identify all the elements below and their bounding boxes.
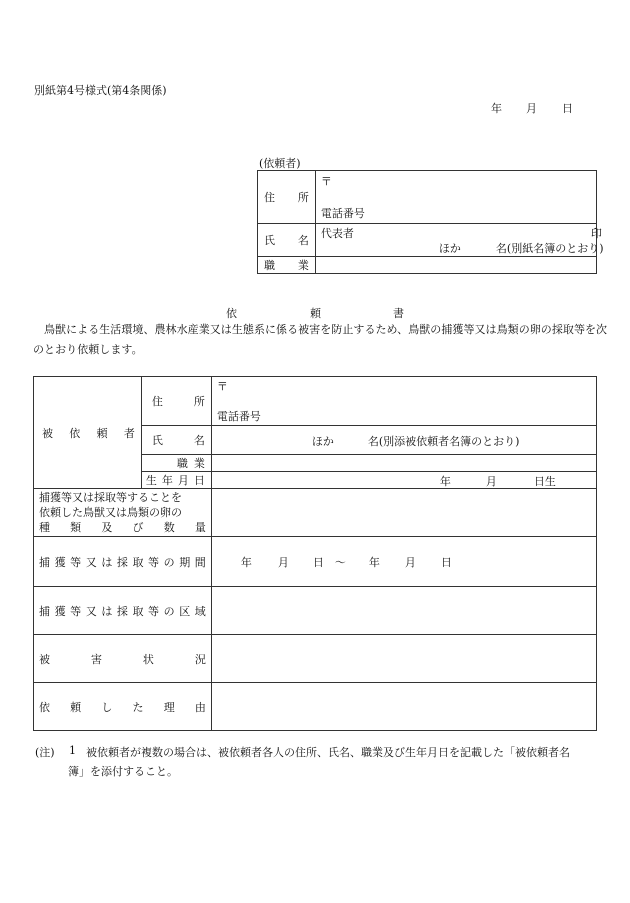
dob-year: 年 [439,475,451,488]
body-text: 鳥獣による生活環境、農林水産業又は生態系に係る被害を防止するため、鳥獣の捕獲等又は鳥類の卵の採取等を次のとおり依頼します。 [33,323,608,356]
others-note: 名(別紙名簿のとおり) [495,242,604,255]
date-year-label: 年 [491,102,502,115]
damage-field[interactable] [211,635,596,683]
period-start-month: 月 [277,556,289,569]
period-end-month: 月 [404,556,416,569]
damage-label: 被 害 状 況 [34,635,212,683]
representative-label: 代表者 [320,227,354,240]
requester-occupation-label: 職 業 [258,257,316,274]
requestee-name-field[interactable] [211,426,596,455]
postal-mark: 〒 [216,380,228,393]
note-prefix: (注) [35,746,55,759]
period-start-year: 年 [240,556,252,569]
others-note: 名(別添被依頼者名簿のとおり) [367,435,520,448]
title-char-1: 依 [226,307,237,320]
title-char-2: 頼 [310,307,321,320]
period-tilde: 〜 [334,556,346,569]
date-month-label: 月 [526,102,537,115]
requester-name-field[interactable] [315,224,604,257]
requester-name-label: 氏 名 [258,224,316,257]
dob-day: 日生 [533,475,556,488]
requester-address-field[interactable] [315,171,596,224]
postal-mark: 〒 [320,175,332,188]
form-label: 別紙第4号様式(第4条関係) [34,84,167,97]
reason-field[interactable] [211,683,596,731]
period-field[interactable] [211,537,596,587]
period-label: 捕 獲 等 又 は 採 取 等 の 期 間 [34,537,212,587]
note-number: 1 [69,744,76,757]
area-label: 捕 獲 等 又 は 採 取 等 の 区 域 [34,587,212,635]
others-label: ほか [438,242,461,255]
requester-heading: (依頼者) [259,157,301,170]
reason-label: 依 頼 し た 理 由 [34,683,212,731]
requestee-occupation-label: 職 業 [141,455,211,472]
requestee-address-field[interactable] [211,377,596,426]
requestee-name-label: 氏 名 [141,426,211,455]
title-char-3: 書 [393,307,404,320]
species-label: 捕獲等又は採取等することを 依頼した鳥獣又は鳥類の卵の 種 類 及 び 数 量 [34,489,212,537]
requestee-label: 被 依 頼 者 [34,377,142,489]
main-table [33,376,597,731]
phone-label: 電話番号 [320,207,365,220]
requester-occupation-field[interactable] [315,257,596,274]
note-line-2: 簿」を添付すること。 [68,765,178,778]
seal-mark: 印 [590,227,602,240]
requestee-dob-field[interactable] [211,472,596,489]
requester-address-label: 住 所 [258,171,316,224]
date-day-label: 日 [562,102,573,115]
note-line-1: 被依頼者が複数の場合は、被依頼者各人の住所、氏名、職業及び生年月日を記載した「被依頼者名 [86,746,570,759]
others-label: ほか [311,435,334,448]
period-start-day: 日 [312,556,324,569]
requestee-dob-label: 生 年 月 日 [141,472,211,489]
phone-label: 電話番号 [216,410,261,423]
species-field[interactable] [211,489,596,537]
area-field[interactable] [211,587,596,635]
requester-table [257,170,604,274]
period-end-year: 年 [368,556,380,569]
period-end-day: 日 [440,556,452,569]
requestee-occupation-field[interactable] [211,455,596,472]
requestee-address-label: 住 所 [141,377,211,426]
dob-month: 月 [485,475,497,488]
